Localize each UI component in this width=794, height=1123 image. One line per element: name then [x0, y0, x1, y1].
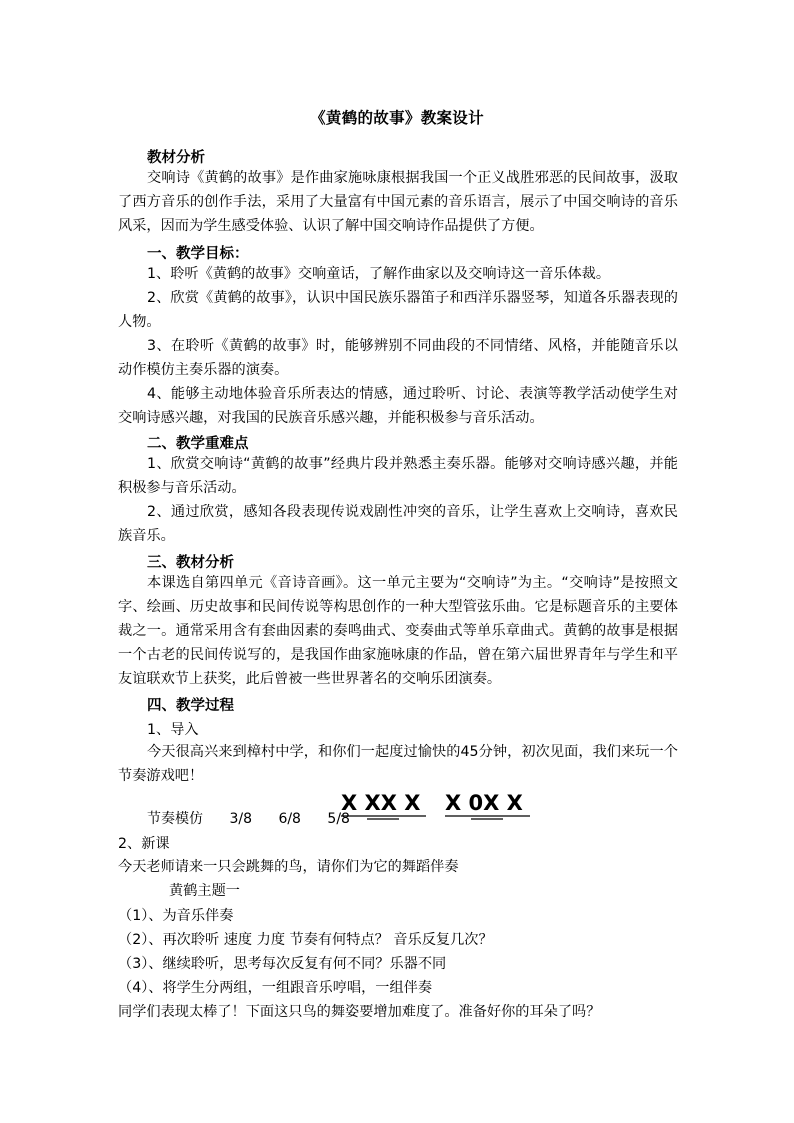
- goal-item-2: 2、欣赏《黄鹤的故事》，认识中国民族乐器笛子和西洋乐器竖琴，知道各乐器表现的人物。: [118, 290, 678, 330]
- heading-analysis: 三、教材分析: [147, 555, 234, 571]
- heading-material: 教材分析: [147, 150, 205, 166]
- goal-item-3: 3、在聆听《黄鹤的故事》时，能够辨别不同曲段的不同情绪、风格，并能随音乐以动作模仿主奏乐器的演奏。: [118, 338, 678, 378]
- heading-goals: 一、教学目标：: [147, 246, 249, 262]
- rhythm-label: 节奏模仿: [147, 811, 203, 827]
- step-item-2: （2）、再次聆听 速度 力度 节奏有何特点？ 音乐反复几次？: [118, 932, 493, 948]
- new-lesson-text: 今天老师请来一只会跳舞的鸟，请你们为它的舞蹈伴奏: [118, 859, 459, 875]
- rhythm-meter-1: 3/8: [229, 811, 252, 827]
- document-title: 《黄鹤的故事》教案设计: [310, 109, 484, 127]
- step-item-1: （1）、为音乐伴奏: [118, 908, 234, 924]
- new-lesson-label: 2、新课: [118, 836, 170, 852]
- goal-item-4: 4、能够主动地体验音乐所表达的情感，通过聆听、讨论、表演等教学活动使学生对交响诗感兴趣，对我国的民族音乐感兴趣，并能积极参与音乐活动。: [118, 386, 678, 426]
- rhythm-pattern-left: X XX X: [341, 791, 421, 815]
- intro-paragraph: 今天很高兴来到樟村中学，和你们一起度过愉快的45分钟，初次见面，我们来玩一个节奏游戏吧！: [118, 744, 678, 784]
- rhythm-meter-2: 6/8: [278, 811, 301, 827]
- closing-text: 同学们表现太棒了！下面这只鸟的舞姿要增加难度了。准备好你的耳朵了吗？: [118, 1004, 601, 1020]
- intro-label: 1、导入: [147, 722, 199, 738]
- heading-process: 四、教学过程: [147, 698, 234, 714]
- goal-item-1: 1、聆听《黄鹤的故事》交响童话，了解作曲家以及交响诗这一音乐体裁。: [147, 266, 611, 282]
- paragraph-material: 交响诗《黄鹤的故事》是作曲家施咏康根据我国一个正义战胜邪恶的民间故事，汲取了西方音乐的创作手法，采用了大量富有中国元素的音乐语言，展示了中国交响诗的音乐风采，因而为学生感受体验、认识了解中国交响诗作品提供了方便。: [118, 170, 678, 234]
- theme-label: 黄鹤主题一: [169, 883, 240, 899]
- paragraph-analysis: 本课选自第四单元《音诗音画》。这一单元主要为“交响诗”为主。“交响诗”是按照文字、绘画、历史故事和民间传说等构思创作的一种大型管弦乐曲。它是标题音乐的主要体裁之一。通常采用含有套曲因素的奏鸣曲式、变奏曲式等单乐章曲式。黄鹤的故事是根据一个古老的民间传说写的，是我国作曲家施咏康的作品，曾在第六届世界青年与学生和平友谊联欢节上获奖，此后曾被一些世界著名的交响乐团演奏。: [118, 575, 678, 687]
- step-item-4: （4）、将学生分两组，一组跟音乐哼唱，一组伴奏: [118, 980, 433, 996]
- rhythm-pattern-right: X 0X X: [445, 791, 523, 815]
- rhythm-meter-3: 5/8: [327, 811, 350, 827]
- keypoint-item-1: 1、欣赏交响诗“黄鹤的故事”经典片段并熟悉主奏乐器。能够对交响诗感兴趣，并能积极参与音乐活动。: [118, 456, 678, 496]
- rhythm-pattern-figure: [341, 788, 531, 822]
- rhythm-notation: [341, 788, 531, 822]
- rhythm-row: [147, 808, 372, 828]
- step-item-3: （3）、继续聆听，思考每次反复有何不同？乐器不同: [118, 956, 447, 972]
- keypoint-item-2: 2、通过欣赏，感知各段表现传说戏剧性冲突的音乐，让学生喜欢上交响诗，喜欢民族音乐。: [118, 504, 678, 544]
- heading-keypoints: 二、教学重难点: [147, 436, 249, 452]
